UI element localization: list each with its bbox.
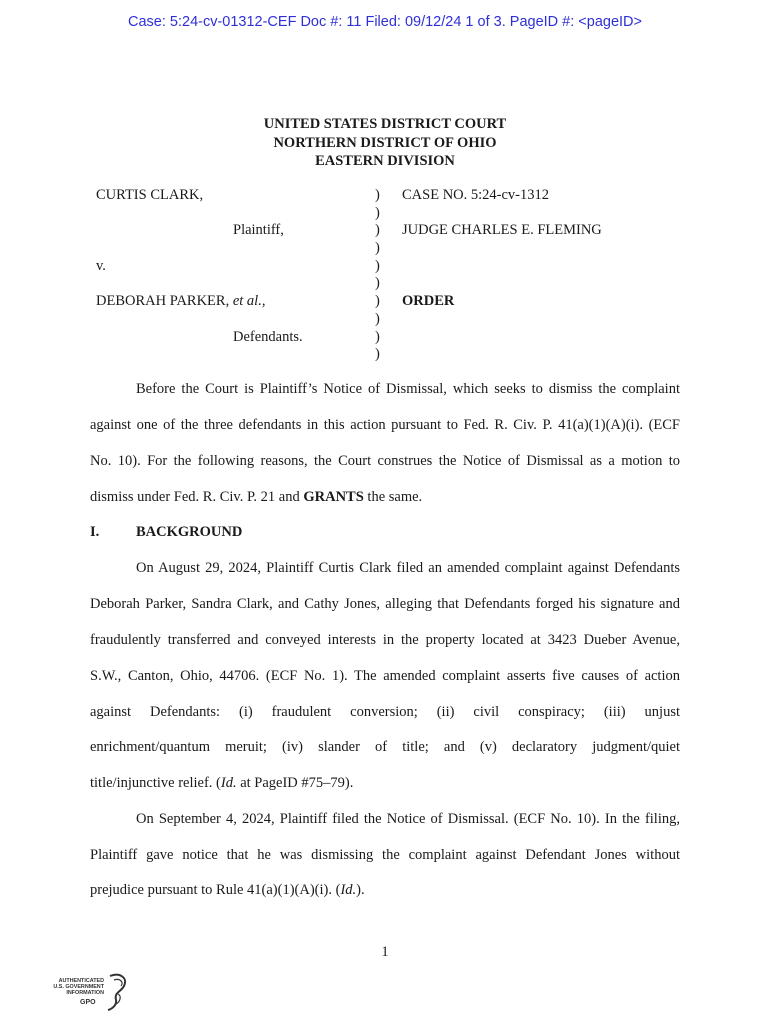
eagle-mark-icon (106, 972, 130, 1012)
plaintiff-role: Plaintiff, (233, 222, 284, 238)
bg1-line-7: title/injunctive relief. (Id. at PageID #75–79). (90, 775, 354, 791)
case-number: CASE NO. 5:24-cv-1312 (402, 187, 550, 203)
intro-line-1: Before the Court is Plaintiff’s Notice of Dismissal, which seeks to dismiss the complaint (136, 381, 680, 397)
paren: ) (375, 257, 380, 274)
paren: ) (375, 275, 380, 292)
defendant-role: Defendants. (233, 329, 303, 345)
bg2-line-3: prejudice pursuant to Rule 41(a)(1)(A)(i). (Id.). (90, 882, 365, 898)
bg1-line-2: Deborah Parker, Sandra Clark, and Cathy Jones, alleging that Defendants forged his signature and (90, 596, 680, 612)
court-name: UNITED STATES DISTRICT COURT (263, 116, 507, 132)
bg1-line-3: fraudulently transferred and conveyed interests in the property located at 3423 Dueber Avenue, (90, 632, 680, 648)
court-district: NORTHERN DISTRICT OF OHIO (273, 134, 497, 151)
paren: ) (375, 310, 380, 327)
section-title: BACKGROUND (136, 524, 243, 540)
bg1-line-4: S.W., Canton, Ohio, 44706. (ECF No. 1). The amended complaint asserts five causes of action (90, 668, 680, 684)
bg1-line-1: On August 29, 2024, Plaintiff Curtis Clark filed an amended complaint against Defendants (136, 560, 680, 576)
court-division: EASTERN DIVISION (315, 153, 455, 169)
intro-line-2: against one of the three defendants in this action pursuant to Fed. R. Civ. P. 41(a)(1)(A)(i). (ECF (90, 417, 680, 433)
plaintiff-name: CURTIS CLARK, (96, 187, 204, 203)
caption-parens (375, 187, 387, 364)
intro-line-4: dismiss under Fed. R. Civ. P. 21 and GRANTS the same. (90, 489, 423, 505)
paren: ) (375, 293, 380, 310)
section-number: I. (90, 524, 100, 540)
paren: ) (375, 187, 380, 203)
gpo-logo-label: GPO (80, 999, 96, 1006)
paren: ) (375, 240, 380, 257)
page-number: 1 (381, 944, 389, 960)
judge-name: JUDGE CHARLES E. FLEMING (402, 222, 602, 238)
paren: ) (375, 204, 380, 221)
paren: ) (375, 346, 380, 363)
bg2-line-2: Plaintiff gave notice that he was dismissing the complaint against Defendant Jones without (90, 847, 680, 863)
bg1-line-5: against Defendants: (i) fraudulent conversion; (ii) civil conspiracy; (iii) unjust (90, 704, 680, 720)
paren: ) (375, 328, 380, 345)
bg1-line-6: enrichment/quantum meruit; (iv) slander of title; and (v) declaratory judgment/quiet (90, 739, 680, 755)
versus: v. (96, 258, 106, 274)
gpo-authenticated-logo (44, 972, 130, 1016)
intro-line-3: No. 10). For the following reasons, the Court construes the Notice of Dismissal as a motion to (90, 453, 680, 469)
case-header-stamp: Case: 5:24-cv-01312-CEF Doc #: 11 Filed: 09/12/24 1 of 3. PageID #: <pageID> (128, 14, 642, 30)
document-title: ORDER (402, 293, 455, 309)
paren: ) (375, 222, 380, 239)
bg2-line-1: On September 4, 2024, Plaintiff filed the Notice of Dismissal. (ECF No. 10). In the filing, (136, 811, 680, 827)
et-al: et al. (232, 293, 262, 309)
case-caption (96, 187, 696, 367)
grants-emphasis: GRANTS (303, 489, 364, 505)
court-heading (0, 115, 770, 171)
gpo-logo-text: AUTHENTICATED U.S. GOVERNMENT INFORMATION (53, 978, 104, 997)
defendant-name: DEBORAH PARKER, et al., (96, 293, 266, 309)
